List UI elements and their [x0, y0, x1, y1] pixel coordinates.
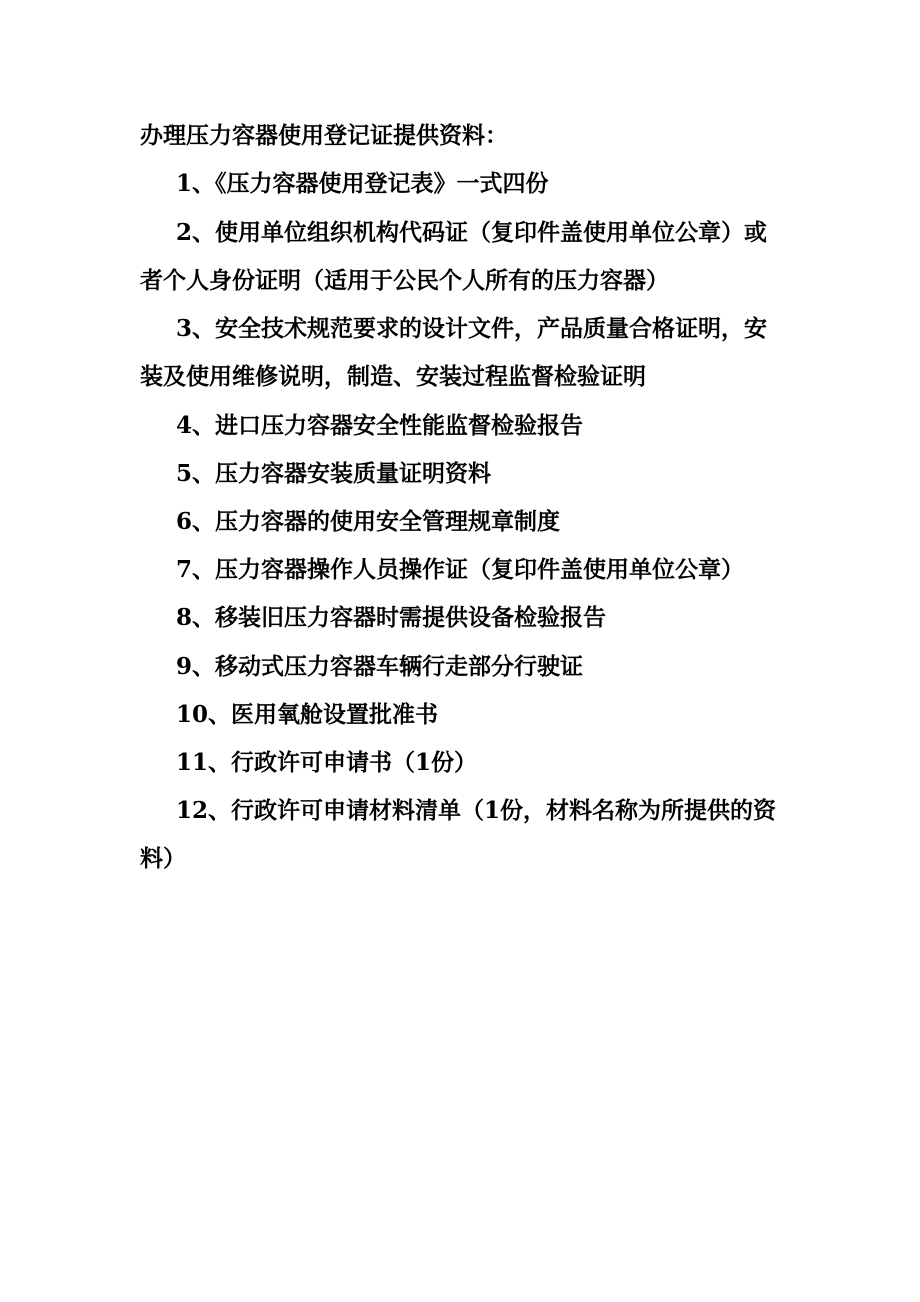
document-title: 办理压力容器使用登记证提供资料：	[140, 122, 508, 149]
list-item-4: 4、进口压力容器安全性能监督检验报告	[176, 412, 584, 439]
list-item-9: 9、移动式压力容器车辆行走部分行驶证	[176, 653, 584, 680]
list-item-12: 12、行政许可申请材料清单（1份，材料名称为所提供的资料）	[140, 797, 777, 872]
list-item-3: 3、安全技术规范要求的设计文件，产品质量合格证明，安装及使用维修说明，制造、安装过程监督检验证明	[140, 315, 768, 390]
list-item-8: 8、移装旧压力容器时需提供设备检验报告	[176, 604, 607, 631]
list-item-11: 11、行政许可申请书（1份）	[176, 749, 478, 776]
list-item-5: 5、压力容器安装质量证明资料	[176, 460, 492, 487]
list-item-10: 10、医用氧舱设置批准书	[176, 701, 439, 728]
list-item-7: 7、压力容器操作人员操作证（复印件盖使用单位公章）	[176, 556, 745, 583]
list-item-6: 6、压力容器的使用安全管理规章制度	[176, 508, 561, 535]
list-item-1: 1、《压力容器使用登记表》一式四份	[176, 170, 549, 197]
list-item-2: 2、使用单位组织机构代码证（复印件盖使用单位公章）或者个人身份证明（适用于公民个人所有的压力容器）	[140, 219, 768, 294]
